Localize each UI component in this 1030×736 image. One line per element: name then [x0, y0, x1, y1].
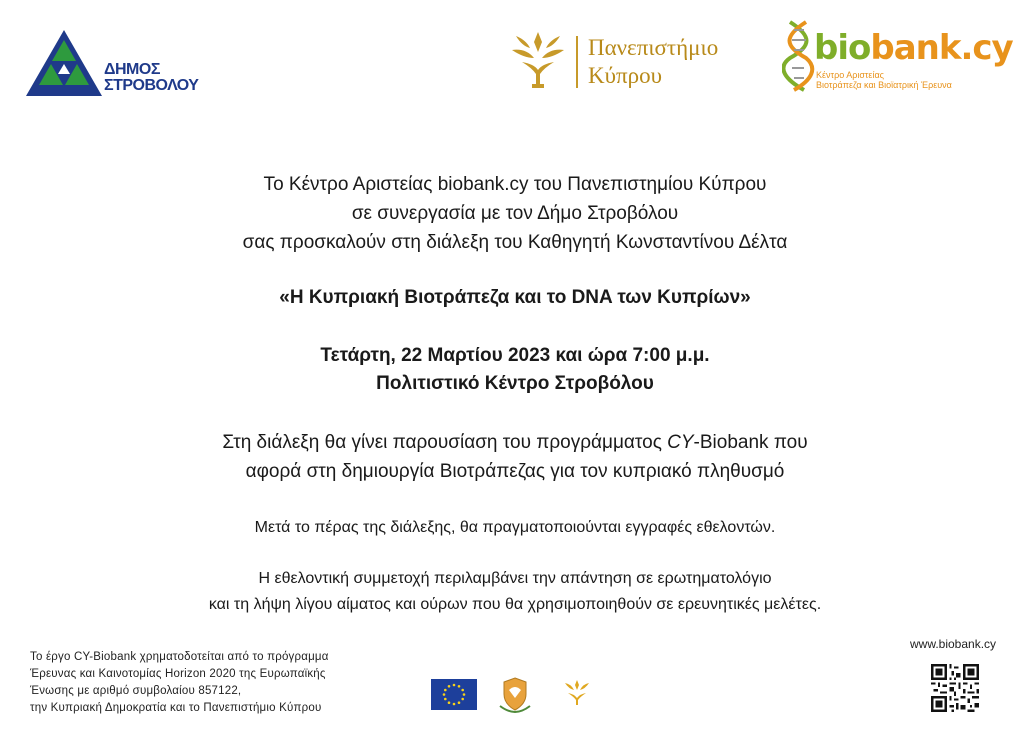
- lecture-title-text: «Η Κυπριακή Βιοτράπεζα και το DNA των Κυπρίων»: [279, 287, 751, 308]
- qr-code-icon[interactable]: [931, 664, 979, 712]
- tree-emblem-icon: [508, 28, 568, 92]
- registration-note: [0, 516, 1030, 540]
- description-line-1-pre: Στη διάλεξη θα γίνει παρουσίαση του προγράμματος: [222, 432, 668, 453]
- biobank-wordmark-part1: bio: [814, 28, 871, 68]
- funding-line-2: Έρευνας και Καινοτομίας Horizon 2020 της Ευρωπαϊκής: [30, 668, 326, 680]
- event-details: [0, 342, 1030, 398]
- cyprus-republic-emblem-icon: [498, 676, 532, 714]
- funding-line-1: Το έργο CY-Biobank χρηματοδοτείται από το πρόγραμμα: [30, 651, 329, 663]
- registration-note-text: Μετά το πέρας της διάλεξης, θα πραγματοποιούνται εγγραφές εθελοντών.: [254, 519, 776, 536]
- ucy-divider: [576, 36, 578, 88]
- intro-line-3: σας προσκαλούν στη διάλεξη του Καθηγητή Κωνσταντίνου Δέλτα: [242, 232, 788, 253]
- description-line-2: αφορά στη δημιουργία Βιοτράπεζας για τον κυπριακό πληθυσμό: [245, 461, 785, 482]
- ucy-logo-line1: Πανεπιστήμιο: [588, 35, 719, 60]
- ucy-logo-line2: Κύπρου: [588, 63, 662, 88]
- description-line-1-em: CY: [667, 432, 694, 453]
- lecture-title: [0, 284, 1030, 312]
- pyramid-icon: [24, 28, 104, 98]
- participation-paragraph: [0, 566, 1030, 618]
- intro-line-2: σε συνεργασία με τον Δήμο Στροβόλου: [351, 203, 679, 224]
- ucy-small-emblem-icon: [562, 678, 592, 708]
- description-line-1-post: -Biobank που: [693, 432, 808, 453]
- dimos-logo-line2: ΣΤΡΟΒΟΛΟΥ: [104, 77, 199, 94]
- intro-paragraph: [0, 170, 1030, 257]
- participation-line-2: και τη λήψη λίγου αίματος και ούρων που θα χρησιμοποιηθούν σε ερευνητικές μελέτες.: [208, 596, 822, 613]
- description-line-1: [0, 428, 1030, 457]
- participation-line-1: Η εθελοντική συμμετοχή περιλαμβάνει την απάντηση σε ερωτηματολόγιο: [258, 570, 772, 587]
- funding-line-3: Ένωσης με αριθμό συμβολαίου 857122,: [30, 685, 242, 697]
- biobank-wordmark: [814, 28, 1013, 68]
- funding-statement: [30, 649, 329, 717]
- description-paragraph: [0, 428, 1030, 486]
- dimos-strovolou-logo: [24, 28, 224, 98]
- website-link[interactable]: www.biobank.cy: [910, 637, 997, 651]
- university-of-cyprus-logo: [508, 28, 768, 98]
- eu-flag-icon: [431, 679, 477, 710]
- dimos-logo-line1: ΔΗΜΟΣ: [104, 61, 160, 78]
- funding-line-4: την Κυπριακή Δημοκρατία και το Πανεπιστήμιο Κύπρου: [30, 702, 322, 714]
- biobank-subtitle-line2: Βιοτράπεζα και Βιοϊατρική Έρευνα: [816, 80, 952, 90]
- event-datetime: Τετάρτη, 22 Μαρτίου 2023 και ώρα 7:00 μ.μ.: [320, 345, 710, 366]
- event-venue: Πολιτιστικό Κέντρο Στροβόλου: [376, 373, 654, 394]
- biobank-wordmark-part2: bank.cy: [870, 28, 1013, 68]
- biobank-subtitle-line1: Κέντρο Αριστείας: [816, 70, 884, 80]
- dna-helix-icon: [782, 18, 816, 94]
- biobank-cy-logo: [782, 18, 1022, 98]
- intro-line-1: Το Κέντρο Αριστείας biobank.cy του Πανεπιστημίου Κύπρου: [263, 174, 767, 195]
